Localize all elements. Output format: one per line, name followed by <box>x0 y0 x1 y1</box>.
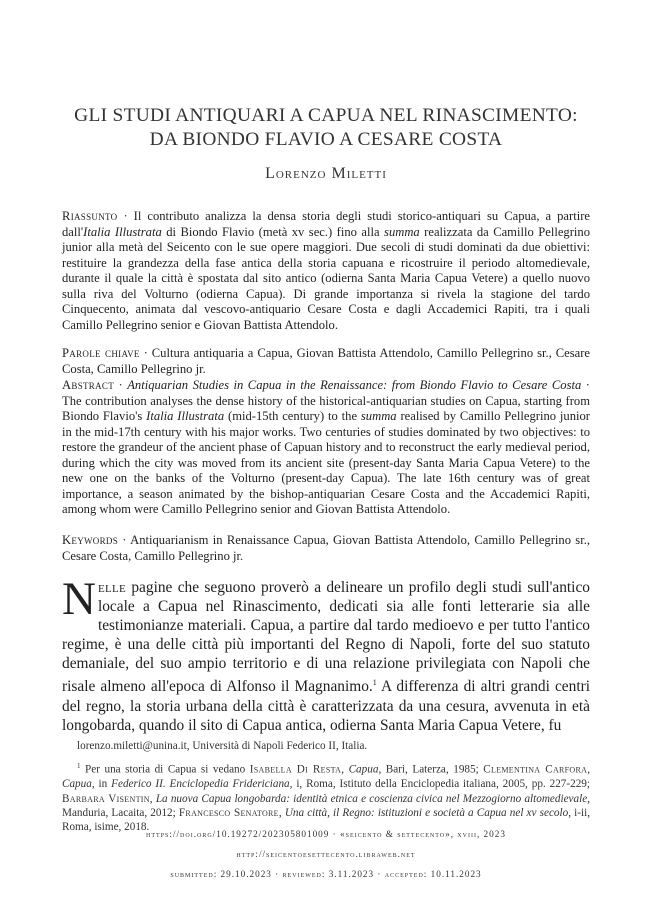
abstract-paragraph: Abstract · Antiquarian Studies in Capua in the Renaissance: from Biondo Flavio to Cesare Costa · The contribution analyses the dense history of the historical-antiquarian studies on Capua, starting from Biondo Flavio's Italia Illustrata (mid-15th century) to the summa realised by Camillo Pellegrino junior in the mid-17th century with his major works. Two centuries of studies dominated by two objectives: to restore the grandeur of the ancient phase of Capuan history and to reconstruct the early medieval period, during which the city was moved from its ancient site (present-day Santa Maria Capua Vetere) to the new one on the banks of the Volturno (present-day Capua). The late 16th century was of great importance, a season animated by the bishop-antiquarian Cesare Costa and the Accademici Rapiti, among whom were Camillo Pellegrino senior and Giovan Battista Attendolo. <box>62 378 591 516</box>
footnote-marker[interactable]: 1 <box>372 678 377 688</box>
riassunto-paragraph: Riassunto · Il contributo analizza la densa storia degli studi storico-antiquari su Capua, a partire dall'Italia Illustrata di Biondo Flavio (metà xv sec.) fino alla summa realizzata da Camillo Pellegrino junior alla metà del Seicento con le sue opere maggiori. Due secoli di studi dominati da due obiettivi: restituire la grandezza della fase antica della storia capuana e ricostruire il periodo altomedievale, durante il quale la città è spostata dal sito antico (odierna Santa Maria Capua Vetere) a quello nuovo sulla riva del Volturno (odierna Capua). Di grande importanza si rivela la stagione del tardo Cinquecento, animata dal vescovo-antiquario Cesare Costa e dagli Accademici Rapiti, tra i quali Camillo Pellegrino senior e Giovan Battista Attendolo. <box>62 209 590 332</box>
keywords-paragraph: Keywords · Antiquarianism in Renaissance Capua, Giovan Battista Attendolo, Camillo Pellegrino sr., Cesare Costa, Camillo Pellegrino jr. <box>62 533 591 563</box>
journal-url-link[interactable]: http://seicentoesettecento.libraweb.net <box>236 849 416 859</box>
parole-chiave-label: Parole chiave <box>62 346 140 360</box>
article-title <box>62 104 590 152</box>
footnote-1: $^1$ Per una storia di Capua si vedano Isabella Di Resta, Capua, Bari, Laterza, 1985; Clementina Carfora, Capua, in Federico II. Enciclopedia Fridericiana, i, Roma, Istituto della Enciclopedia italiana, 2005, pp. 227-229; Barbara Visentin, La nuova Capua longobarda: identità etnica e coscienza civica nel Mezzogiorno altomedievale, Manduria, Lacaita, 2012; Francesco Senatore, Una città, il Regno: istituzioni e società a Capua nel xv secolo, i-ii, Roma, isime, 2018. <box>62 762 591 834</box>
author-name: Lorenzo Miletti <box>265 165 387 182</box>
keywords-label: Keywords <box>62 533 118 547</box>
title-line-2: DA BIONDO FLAVIO A CESARE COSTA <box>149 129 503 150</box>
doi-link[interactable]: https://doi.org/10.19272/202305801009 · «seicento & settecento», xviii, 2023 <box>146 829 506 839</box>
body-paragraph: Nelle pagine che seguono proverò a delineare un profilo degli studi sull'antico locale a Capua nel Rinascimento, dedicati sia alle fonti letterarie sia alle testimonianze materiali. Capua, a partire dal tardo medioevo e per tutto l'antico regime, è una delle città più importanti del Regno di Napoli, forte del suo statuto demaniale, del suo ampio territorio e di una relazione privilegiata con Napoli che risale almeno all'epoca di Alfonso il Magnanimo.$^1$ A differenza di altri grandi centri del regno, la storia urbana della città è caratterizzata da una cesura, avvenuta in età longobarda, quando il sito di Capua antica, odierna Santa Maria Capua Vetere, fu <box>62 573 591 734</box>
drop-cap: N <box>62 573 96 625</box>
title-line-1: GLI STUDI ANTIQUARI A CAPUA NEL RINASCIMENTO: <box>74 105 578 126</box>
abstract-title: Antiquarian Studies in Capua in the Renaissance: from Biondo Flavio to Cesare Costa <box>127 378 582 392</box>
abstract-label: Abstract <box>62 378 115 392</box>
author-affiliation: lorenzo.miletti@unina.it, Università di Napoli Federico II, Italia. <box>77 740 368 752</box>
riassunto-label: Riassunto <box>62 209 118 223</box>
parole-chiave-paragraph: Parole chiave · Cultura antiquaria a Capua, Giovan Battista Attendolo, Camillo Pellegrino sr., Cesare Costa, Camillo Pellegrino jr. <box>62 346 590 376</box>
submission-dates: submitted: 29.10.2023 · reviewed: 3.11.2023 · accepted: 10.11.2023 <box>170 869 482 879</box>
